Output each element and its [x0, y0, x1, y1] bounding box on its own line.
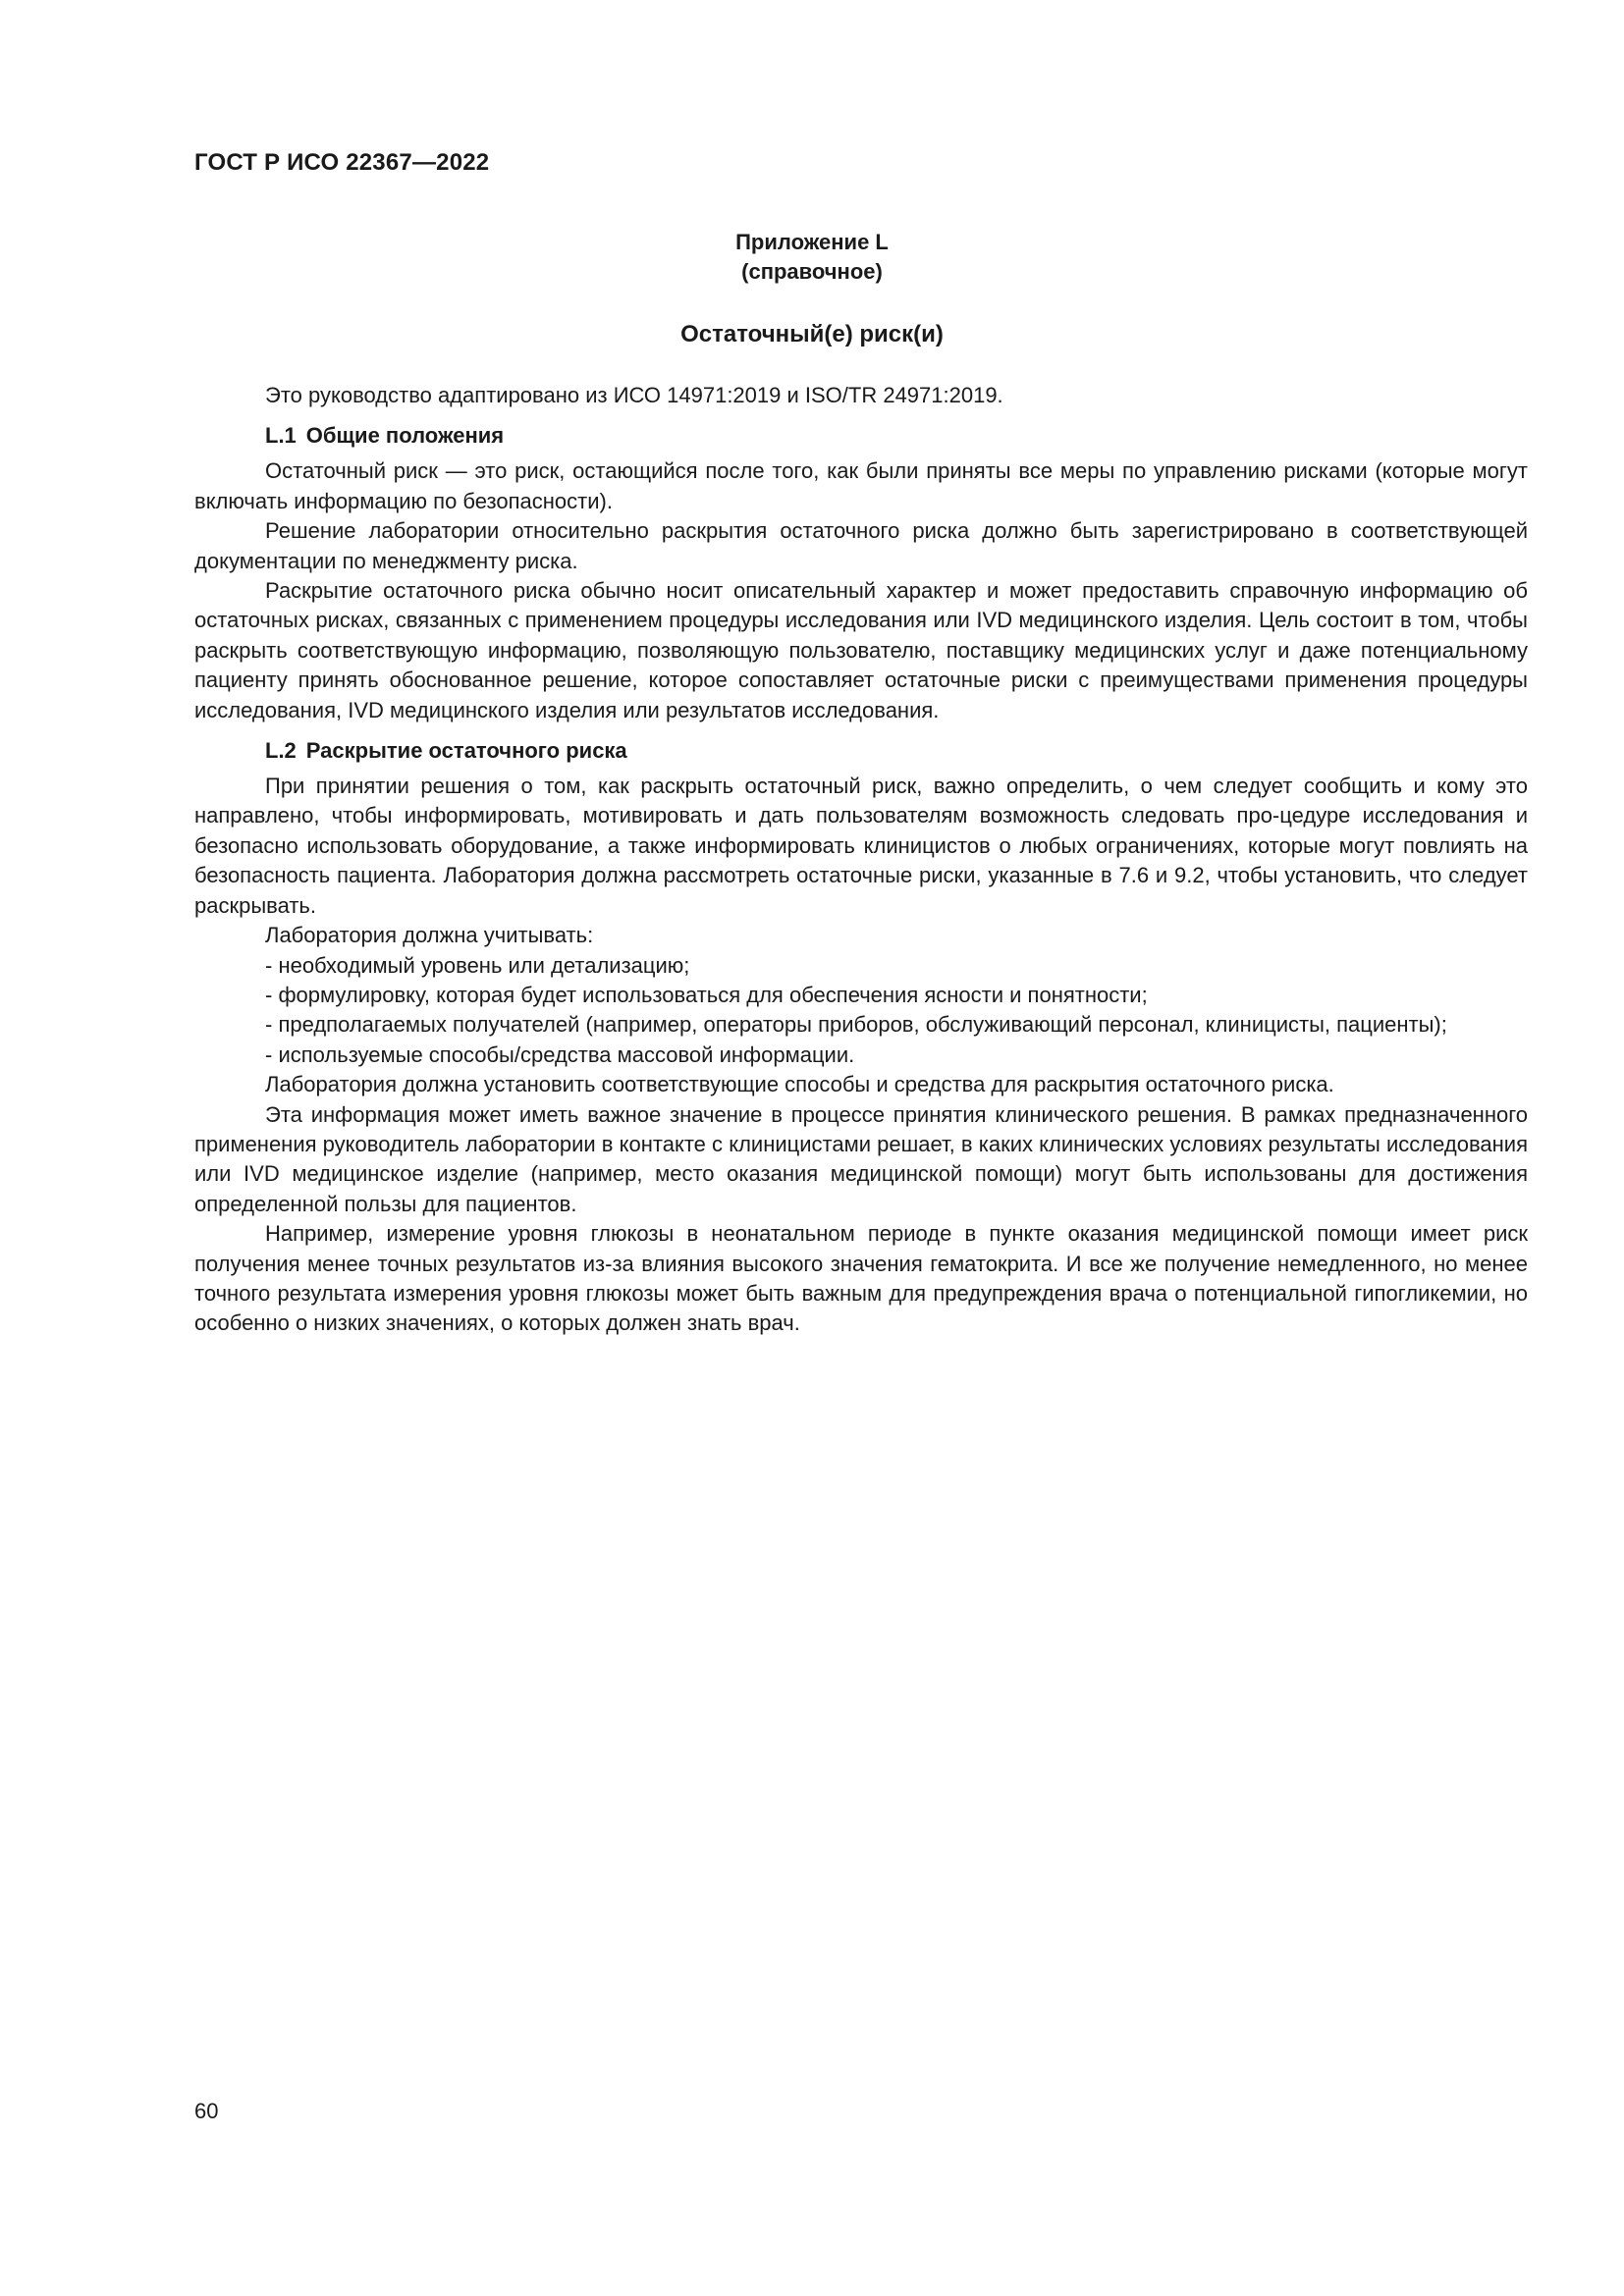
paragraph: Лаборатория должна установить соответствующие способы и средства для раскрытия остаточного риска. [265, 1072, 1334, 1097]
list-item: - необходимый уровень или детализацию; [265, 952, 690, 978]
paragraph: Лаборатория должна учитывать: [265, 923, 594, 948]
list-item: - формулировку, которая будет использоваться для обеспечения ясности и понятности; [265, 982, 1148, 1007]
section-heading-l2 [194, 736, 1528, 766]
annex-kind: (справочное) [741, 259, 883, 284]
section-title: Общие положения [305, 423, 505, 449]
standard-code-header: ГОСТ Р ИСО 22367—2022 [194, 149, 490, 176]
paragraph: Раскрытие остаточного риска обычно носит описательный характер и может предоставить справочную информацию об остаточных рисках, связанных с применением процедуры исследования или IVD медицинского изделия. Цель состоит в том, чтобы раскрыть соответствующую информацию, позволяющую пользователю, поставщику медицинских услуг и даже потенциальному пациенту принять обоснованное решение, которое сопоставляет остаточные риски с преимуществами применения процедуры исследования, IVD медицинского изделия или результатов исследования. [194, 578, 1528, 722]
section-number: L.2 [265, 738, 297, 764]
paragraph: Эта информация может иметь важное значение в процессе принятия клинического решения. В рамках предназначенного применения руководитель лаборатории в контакте с клиницистами решает, в каких клинических условиях результаты исследования или IVD медицинское изделие (например, место оказания медицинской помощи) могут быть использованы для достижения определенной пользы для пациентов. [194, 1101, 1528, 1216]
paragraph: Остаточный риск — это риск, остающийся после того, как были приняты все меры по управлению рисками (которые могут включать информацию по безопасности). [194, 458, 1528, 513]
paragraph: Решение лаборатории относительно раскрытия остаточного риска должно быть зарегистрировано в соответствующей документации по менеджменту риска. [194, 518, 1528, 573]
annex-label: Приложение L [735, 230, 889, 254]
section-number: L.1 [265, 423, 297, 449]
paragraph: При принятии решения о том, как раскрыть остаточный риск, важно определить, о чем следует сообщить и кому это направлено, чтобы информировать, мотивировать и дать пользователям возможность следовать про-цедуре исследования и безопасно использовать оборудование, а также информировать клиницистов о любых ограничениях, которые могут повлиять на безопасность пациента. Лаборатория должна рассмотреть остаточные риски, указанные в 7.6 и 9.2, чтобы установить, что следует раскрывать. [194, 774, 1528, 918]
document-body [194, 381, 1528, 1339]
intro-paragraph: Это руководство адаптировано из ИСО 14971:2019 и ISO/TR 24971:2019. [265, 383, 1003, 407]
list-item: - предполагаемых получателей (например, операторы приборов, обслуживающий персонал, клиницисты, пациенты); [265, 1012, 1447, 1038]
section-heading-l1 [194, 421, 1528, 451]
list-item: - используемые способы/средства массовой информации. [265, 1041, 855, 1067]
section-title: Раскрытие остаточного риска [305, 738, 627, 764]
paragraph: Например, измерение уровня глюкозы в неонатальном периоде в пункте оказания медицинской помощи имеет риск получения менее точных результатов из-за влияния высокого значения гематокрита. И все же получение немедленного, но менее точного результата измерения уровня глюкозы может быть важным для предупреждения врача о потенциальной гипогликемии, но особенно о низких значениях, о которых должен знать врач. [194, 1221, 1528, 1336]
annex-heading [0, 228, 1624, 287]
annex-title: Остаточный(е) риск(и) [680, 321, 944, 347]
page-number: 60 [194, 2099, 219, 2123]
